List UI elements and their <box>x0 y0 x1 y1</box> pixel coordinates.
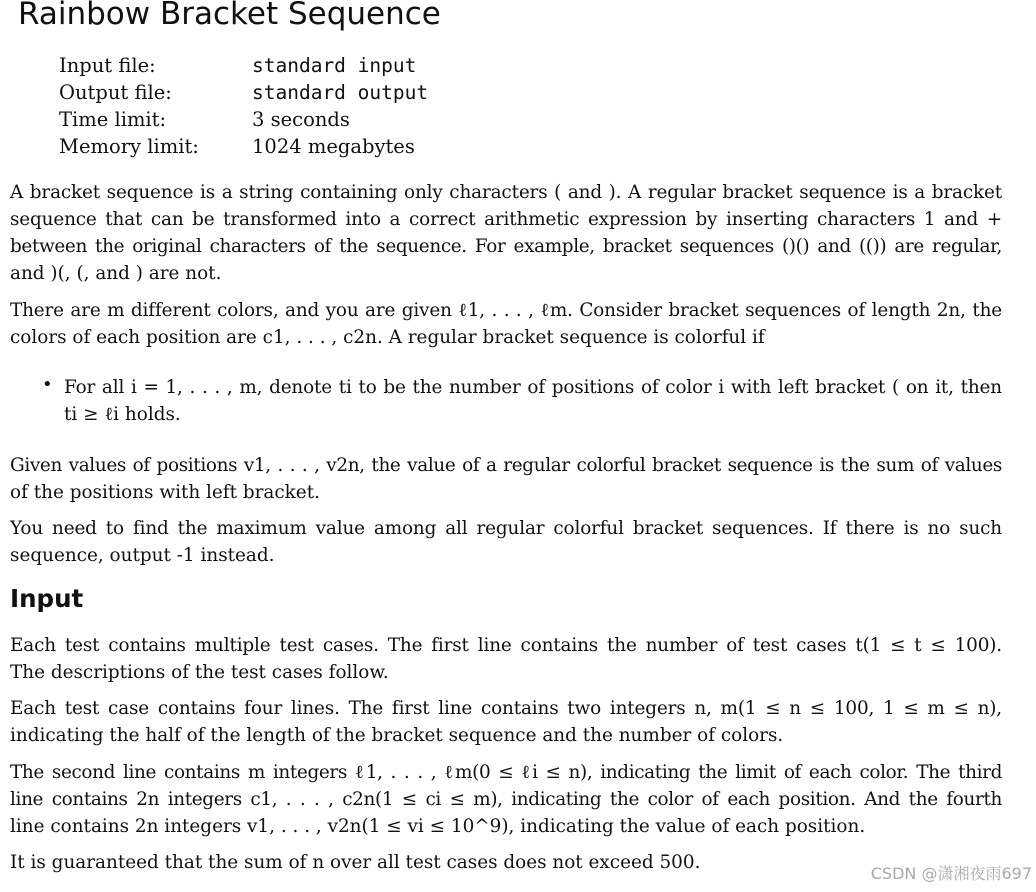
text-line: You need to find the maximum value among all regular colorful bracket sequences. If there is no such <box>10 518 1002 539</box>
limit-label: Time limit: <box>59 108 167 131</box>
statement-paragraph-3 <box>10 452 1002 506</box>
input-paragraph-2 <box>10 695 1002 749</box>
text-line: A bracket sequence is a string containing only characters ( and ). A regular bracket sequence is a bracket <box>10 182 1002 203</box>
limit-value: standard output <box>252 81 429 104</box>
limit-label: Output file: <box>59 81 172 104</box>
csdn-watermark: CSDN @潇湘夜雨697 <box>870 864 1032 883</box>
text-line: line contains 2n integers c1, . . . , c2n(1 ≤ ci ≤ m), indicating the color of each position. And the fourth <box>10 789 1002 810</box>
input-paragraph-3 <box>10 759 1002 840</box>
input-paragraph-4 <box>10 849 1002 876</box>
statement-paragraph-4 <box>10 515 1002 569</box>
limit-value: 1024 megabytes <box>252 135 415 158</box>
limit-row <box>59 52 428 79</box>
limits-table <box>59 52 428 160</box>
text-line: Given values of positions v1, . . . , v2n, the value of a regular colorful bracket sequence is the sum of values <box>10 455 1002 476</box>
text-line: of the positions with left bracket. <box>10 482 320 503</box>
text-line: It is guaranteed that the sum of n over all test cases does not exceed 500. <box>10 852 701 873</box>
text-line: sequence, output -1 instead. <box>10 545 275 566</box>
limit-value: standard input <box>252 54 417 77</box>
limit-row <box>59 133 428 160</box>
text-line: Each test case contains four lines. The first line contains two integers n, m(1 ≤ n ≤ 100, 1 ≤ m ≤ n), <box>10 698 1002 719</box>
text-line: sequence that can be transformed into a correct arithmetic expression by inserting characters 1 and + <box>10 209 1002 230</box>
input-heading: Input <box>10 584 84 613</box>
statement-paragraph-2 <box>10 297 1002 351</box>
text-line: Each test contains multiple test cases. The first line contains the number of test cases t(1 ≤ t ≤ 100). <box>10 635 1002 656</box>
text-line: The second line contains m integers ℓ1, . . . , ℓm(0 ≤ ℓi ≤ n), indicating the limit of each color. The third <box>10 762 1002 783</box>
input-paragraph-1 <box>10 632 1002 686</box>
limit-row <box>59 79 428 106</box>
bullet-dot: • <box>42 374 53 395</box>
text-line: There are m different colors, and you are given ℓ1, . . . , ℓm. Consider bracket sequences of length 2n, the <box>10 300 1002 321</box>
text-line: colors of each position are c1, . . . , c2n. A regular bracket sequence is colorful if <box>10 327 765 348</box>
text-line: ti ≥ ℓi holds. <box>64 404 181 425</box>
text-line: For all i = 1, . . . , m, denote ti to be the number of positions of color i with left bracket ( on it, then <box>64 377 1002 398</box>
text-line: and )(, (, and ) are not. <box>10 263 222 284</box>
text-line: The descriptions of the test cases follow. <box>10 662 389 683</box>
text-line: line contains 2n integers v1, . . . , v2n(1 ≤ vi ≤ 10^9), indicating the value of each position. <box>10 816 866 837</box>
limit-row <box>59 106 428 133</box>
text-line: between the original characters of the sequence. For example, bracket sequences ()() and (()) are regular, <box>10 236 1002 257</box>
limit-label: Input file: <box>59 54 156 77</box>
limit-value: 3 seconds <box>252 108 350 131</box>
bullet-item <box>64 374 1002 428</box>
statement-paragraph-1 <box>10 179 1002 287</box>
problem-title: Rainbow Bracket Sequence <box>18 0 441 32</box>
text-line: indicating the half of the length of the bracket sequence and the number of colors. <box>10 725 784 746</box>
limit-label: Memory limit: <box>59 135 199 158</box>
